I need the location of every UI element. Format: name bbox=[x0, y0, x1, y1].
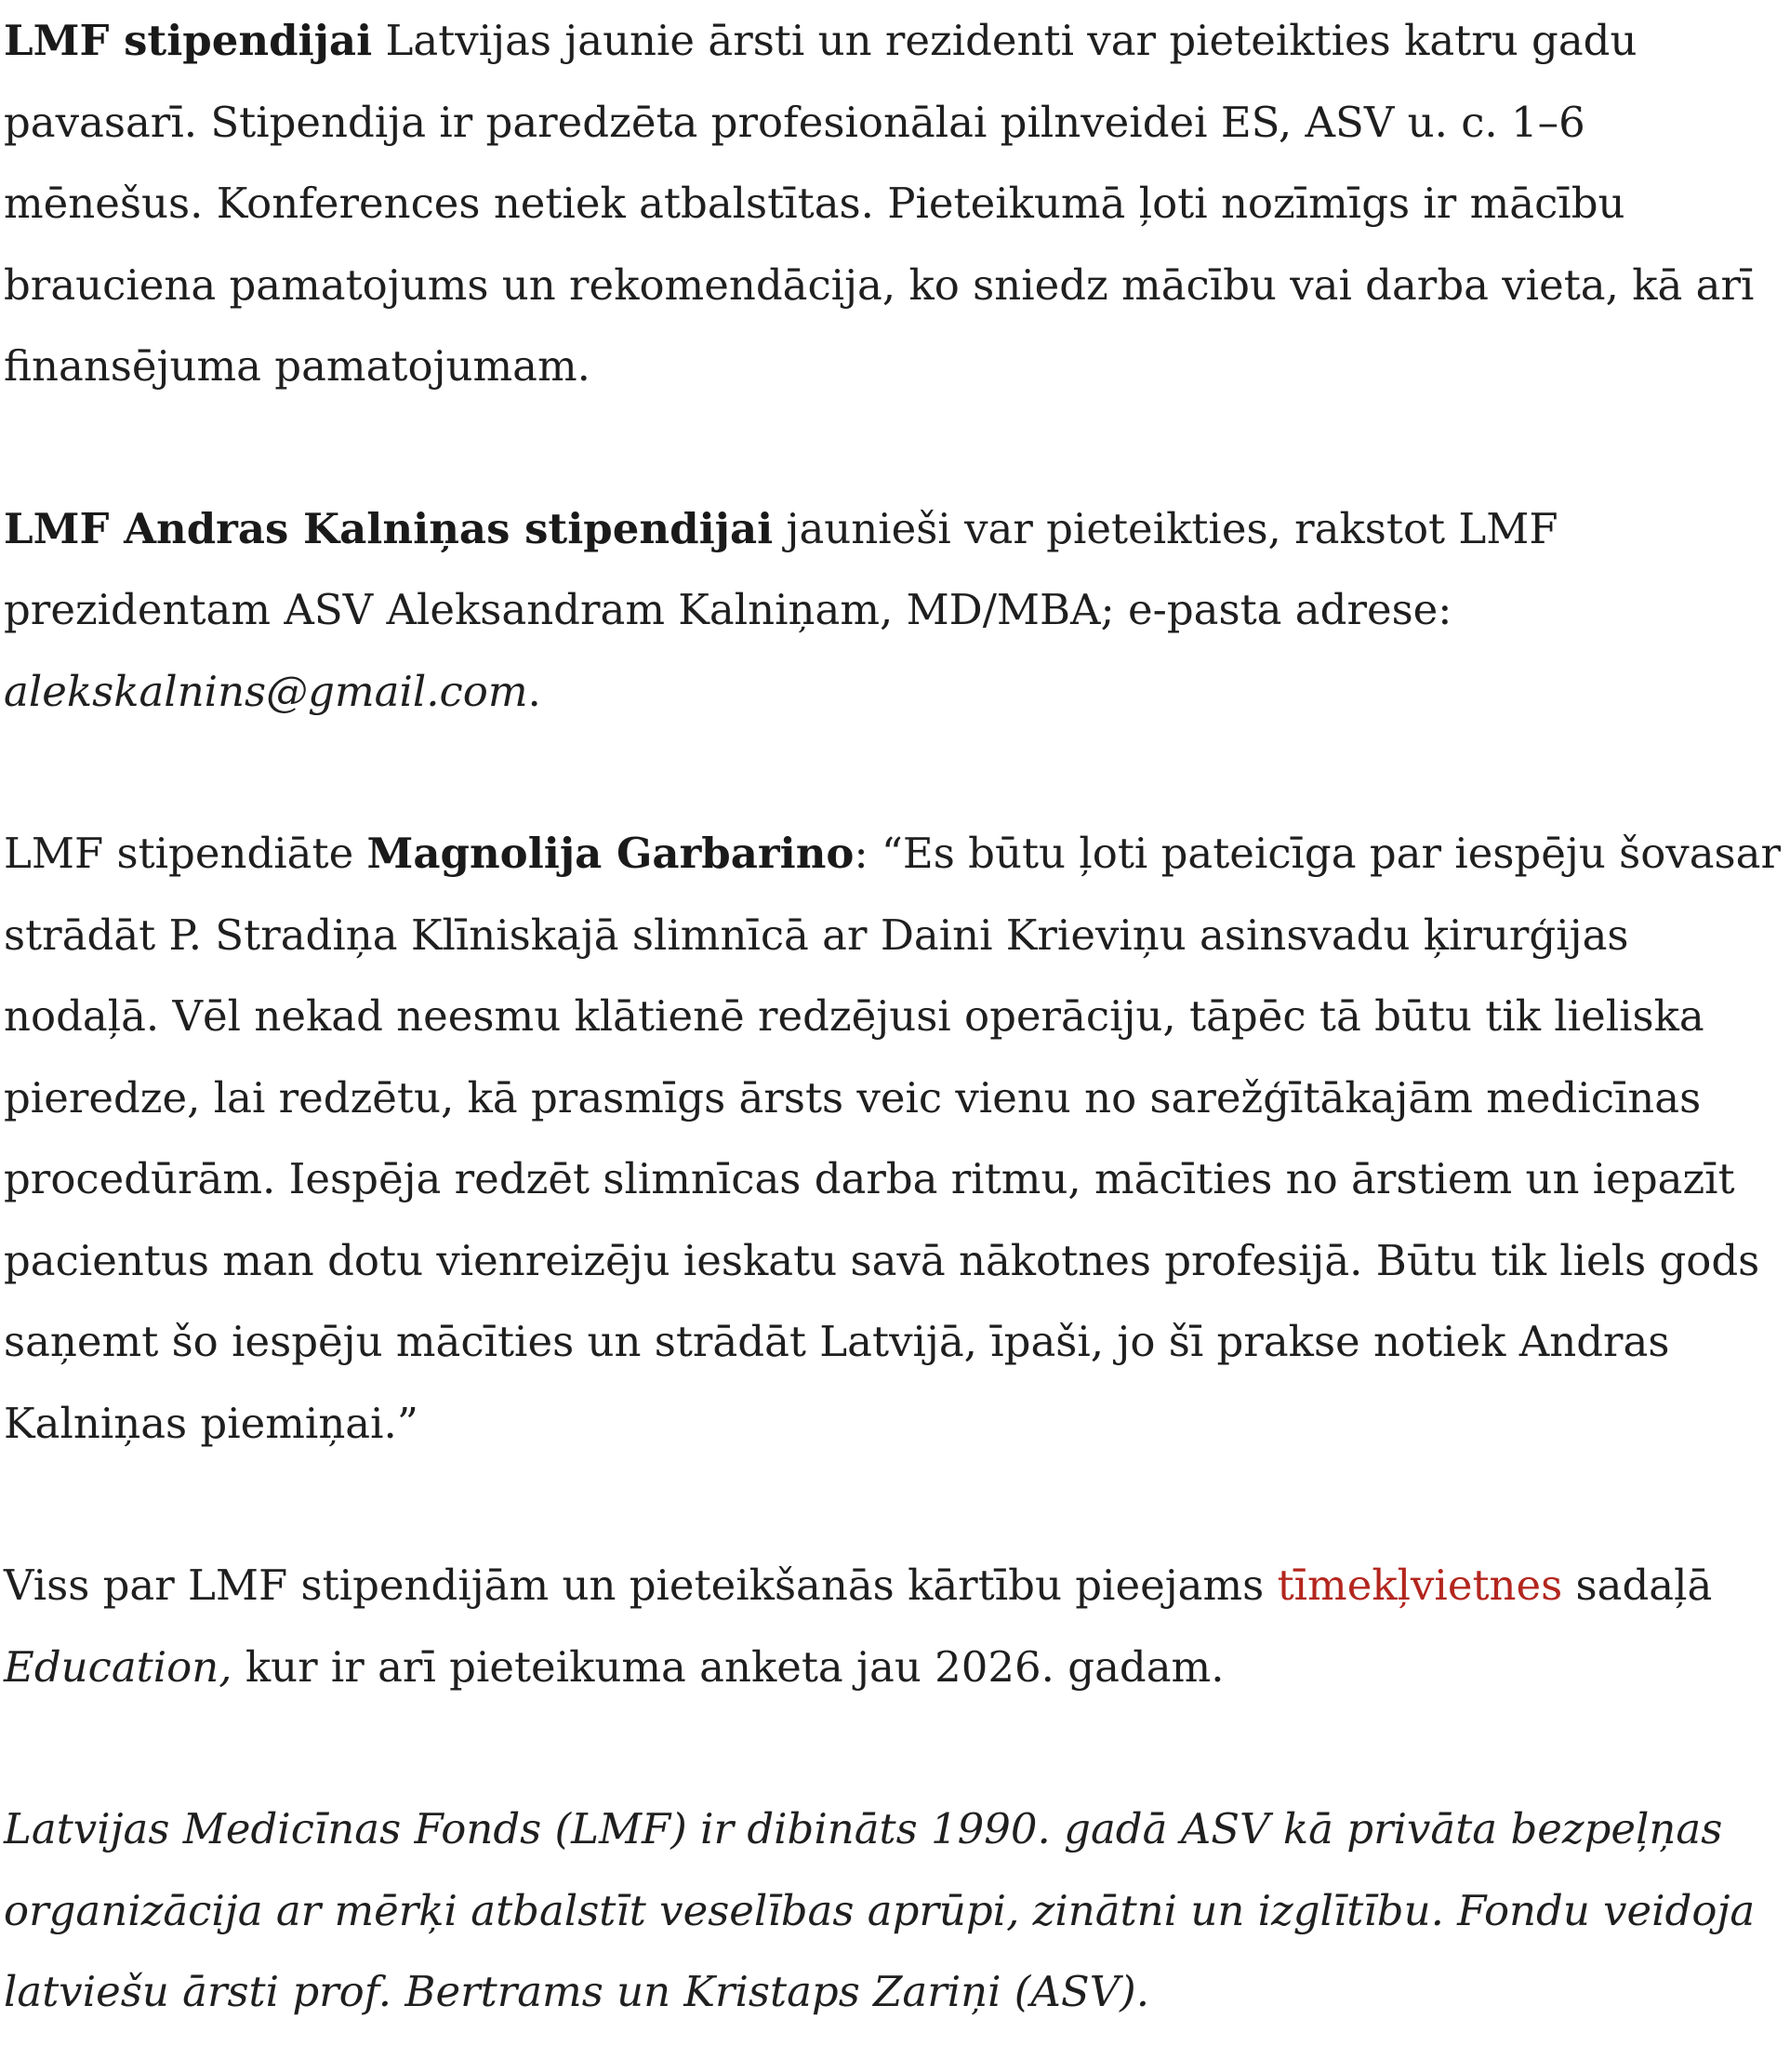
more-info-text-mid: sadaļā bbox=[1562, 1561, 1713, 1610]
website-link[interactable]: tīmekļvietnes bbox=[1277, 1561, 1563, 1610]
education-section-name: Education, bbox=[4, 1641, 232, 1692]
paragraph-about-lmf: Latvijas Medicīnas Fonds (LMF) ir dibināts 1990. gadā ASV kā privāta bezpeļņas organizācija ar mērķi atbalstīt veselības aprūpi, zinātni un izglītību. Fondu veidoja latviešu ārsti prof. Bertrams un Kristaps Zariņi (ASV). bbox=[4, 1804, 1756, 2016]
scholar-name: Magnolija Garbarino bbox=[366, 829, 855, 878]
paragraph-kalnina-scholarship bbox=[4, 488, 1784, 733]
paragraph-lmf-scholarship bbox=[4, 0, 1784, 407]
paragraph-more-info bbox=[4, 1545, 1784, 1707]
scholar-quote: : “Es būtu ļoti pateicīga par iespēju šovasar strādāt P. Stradiņa Klīniskajā slimnīcā ar Daini Krieviņu asinsvadu ķirurģijas nodaļā. Vēl nekad neesmu klātienē redzējusi operāciju, tāpēc tā būtu tik lieliska pieredze, lai redzētu, kā prasmīgs ārsts veic vienu no sarežģītākajām medicīnas procedūrām. Iespēja redzēt slimnīcas darba ritmu, mācīties no ārstiem un iepazīt pacientus man dotu vienreizēju ieskatu savā nākotnes profesijā. Būtu tik liels gods saņemt šo iespēju mācīties un strādāt Latvijā, īpaši, jo šī prakse notiek Andras Kalniņas piemiņai.” bbox=[4, 829, 1781, 1448]
kalnina-scholarship-heading: LMF Andras Kalniņas stipendijai bbox=[4, 503, 774, 553]
paragraph-scholar-quote bbox=[4, 813, 1784, 1464]
scholar-prefix: LMF stipendiāte bbox=[4, 829, 367, 878]
more-info-text-before: Viss par LMF stipendijām un pieteikšanās kārtību pieejams bbox=[4, 1561, 1278, 1610]
more-info-text-after: kur ir arī pieteikuma anketa jau 2026. gadam. bbox=[232, 1641, 1225, 1692]
contact-email[interactable]: alekskalnins@gmail.com bbox=[4, 666, 528, 716]
lmf-scholarship-heading: LMF stipendijai bbox=[4, 16, 373, 65]
lmf-scholarship-text: Latvijas jaunie ārsti un rezidenti var pieteikties katru gadu pavasarī. Stipendija ir paredzēta profesionālai pilnveidei ES, ASV u. c. 1–6 mēnešus. Konferences netiek atbalstītas. Pieteikumā ļoti nozīmīgs ir mācību brauciena pamatojums un rekomendācija, ko sniedz mācību vai darba vieta, kā arī finansējuma pamatojumam. bbox=[4, 16, 1755, 391]
kalnina-scholarship-end: . bbox=[527, 666, 541, 716]
article-body bbox=[4, 0, 1784, 2033]
kalnina-scholarship-text: jaunieši var pieteikties, rakstot LMF prezidentam ASV Aleksandram Kalniņam, MD/MBA; e-pasta adrese: bbox=[4, 503, 1558, 634]
